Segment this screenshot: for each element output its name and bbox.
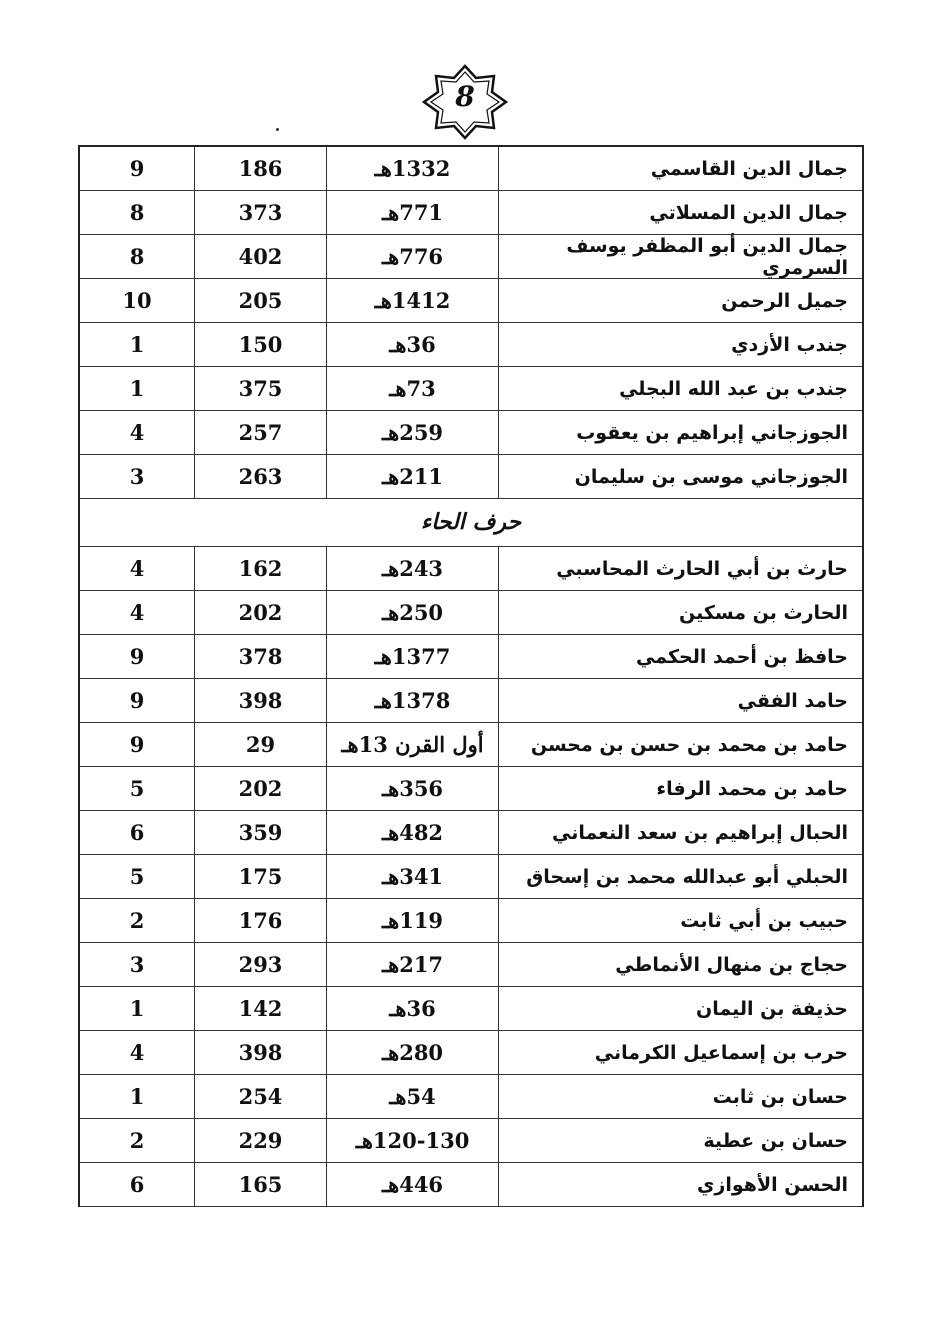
page-cell: 202 xyxy=(194,591,326,634)
page-cell: 150 xyxy=(194,323,326,366)
page-cell: 378 xyxy=(194,635,326,678)
page-cell: 229 xyxy=(194,1119,326,1162)
volume-cell: 1 xyxy=(129,996,145,1021)
page-number: 8 xyxy=(455,80,475,113)
rows-group-after xyxy=(80,547,862,1207)
table-row xyxy=(80,323,862,367)
name-cell: الحبال إبراهيم بن سعد النعماني xyxy=(498,811,862,854)
name-cell: جندب الأزدي xyxy=(498,323,862,366)
volume-cell: 10 xyxy=(122,288,152,313)
table-row xyxy=(80,591,862,635)
table-row xyxy=(80,191,862,235)
page-cell: 398 xyxy=(194,679,326,722)
name-cell: حافظ بن أحمد الحكمي xyxy=(498,635,862,678)
table-row xyxy=(80,147,862,191)
death-date-cell: 482هـ xyxy=(326,811,498,854)
death-date-cell: أول القرن 13هـ xyxy=(326,723,498,766)
volume-cell: 9 xyxy=(129,156,145,181)
name-cell: حجاج بن منهال الأنماطي xyxy=(498,943,862,986)
death-date-cell: 259هـ xyxy=(326,411,498,454)
name-cell: حسان بن عطية xyxy=(498,1119,862,1162)
page-cell: 375 xyxy=(194,367,326,410)
name-cell: الحارث بن مسكين xyxy=(498,591,862,634)
name-cell: جندب بن عبد الله البجلي xyxy=(498,367,862,410)
table-row xyxy=(80,899,862,943)
death-date-cell: 1377هـ xyxy=(326,635,498,678)
table-row xyxy=(80,367,862,411)
table-row xyxy=(80,1075,862,1119)
death-date-cell: 280هـ xyxy=(326,1031,498,1074)
page-cell: 373 xyxy=(194,191,326,234)
name-cell: الحسن الأهوازي xyxy=(498,1163,862,1206)
page-cell: 205 xyxy=(194,279,326,322)
table-row xyxy=(80,723,862,767)
death-date-cell: 217هـ xyxy=(326,943,498,986)
table-row xyxy=(80,679,862,723)
table-row xyxy=(80,987,862,1031)
death-date-cell: 36هـ xyxy=(326,987,498,1030)
name-cell: جميل الرحمن xyxy=(498,279,862,322)
page-cell: 257 xyxy=(194,411,326,454)
death-date-cell: 771هـ xyxy=(326,191,498,234)
volume-cell: 4 xyxy=(129,556,145,581)
speck xyxy=(276,128,279,131)
volume-cell: 3 xyxy=(129,952,145,977)
death-date-cell: 211هـ xyxy=(326,455,498,498)
name-cell: الحبلي أبو عبدالله محمد بن إسحاق xyxy=(498,855,862,898)
volume-cell: 8 xyxy=(129,244,145,269)
page-cell: 142 xyxy=(194,987,326,1030)
page-cell: 254 xyxy=(194,1075,326,1118)
table-row xyxy=(80,547,862,591)
name-cell: حامد الفقي xyxy=(498,679,862,722)
page-cell: 165 xyxy=(194,1163,326,1206)
death-date-cell: 54هـ xyxy=(326,1075,498,1118)
volume-cell: 1 xyxy=(129,376,145,401)
page-cell: 176 xyxy=(194,899,326,942)
page-cell: 186 xyxy=(194,147,326,190)
table-row xyxy=(80,767,862,811)
table-row xyxy=(80,1031,862,1075)
death-date-cell: 243هـ xyxy=(326,547,498,590)
volume-cell: 6 xyxy=(129,1172,145,1197)
volume-cell: 4 xyxy=(129,600,145,625)
death-date-cell: 341هـ xyxy=(326,855,498,898)
death-date-cell: 250هـ xyxy=(326,591,498,634)
page-cell: 263 xyxy=(194,455,326,498)
index-table xyxy=(78,145,864,1207)
table-row xyxy=(80,411,862,455)
death-date-cell: 120-130هـ xyxy=(326,1119,498,1162)
table-row xyxy=(80,811,862,855)
section-header-row xyxy=(80,499,862,547)
death-date-cell: 776هـ xyxy=(326,235,498,278)
name-cell: حامد بن محمد الرفاء xyxy=(498,767,862,810)
volume-cell: 1 xyxy=(129,1084,145,1109)
rows-group-before xyxy=(80,147,862,499)
table-row xyxy=(80,455,862,499)
page-cell: 202 xyxy=(194,767,326,810)
table-row xyxy=(80,635,862,679)
volume-cell: 9 xyxy=(129,732,145,757)
page-cell: 162 xyxy=(194,547,326,590)
volume-cell: 6 xyxy=(129,820,145,845)
table-row xyxy=(80,279,862,323)
table-row xyxy=(80,1163,862,1207)
table-row xyxy=(80,1119,862,1163)
page-cell: 29 xyxy=(194,723,326,766)
volume-cell: 9 xyxy=(129,688,145,713)
name-cell: حارث بن أبي الحارث المحاسبي xyxy=(498,547,862,590)
name-cell: جمال الدين أبو المظفر يوسف السرمري xyxy=(498,235,862,278)
table-row xyxy=(80,943,862,987)
page-cell: 175 xyxy=(194,855,326,898)
death-date-cell: 1378هـ xyxy=(326,679,498,722)
name-cell: جمال الدين المسلاتي xyxy=(498,191,862,234)
name-cell: حذيفة بن اليمان xyxy=(498,987,862,1030)
volume-cell: 2 xyxy=(129,1128,145,1153)
volume-cell: 4 xyxy=(129,420,145,445)
page-cell: 359 xyxy=(194,811,326,854)
name-cell: حامد بن محمد بن حسن بن محسن xyxy=(498,723,862,766)
page-cell: 398 xyxy=(194,1031,326,1074)
volume-cell: 5 xyxy=(129,776,145,801)
volume-cell: 1 xyxy=(129,332,145,357)
death-date-cell: 36هـ xyxy=(326,323,498,366)
death-date-cell: 119هـ xyxy=(326,899,498,942)
volume-cell: 2 xyxy=(129,908,145,933)
section-title: حرف الحاء xyxy=(420,510,522,535)
death-date-cell: 1412هـ xyxy=(326,279,498,322)
volume-cell: 9 xyxy=(129,644,145,669)
volume-cell: 8 xyxy=(129,200,145,225)
name-cell: الجوزجاني إبراهيم بن يعقوب xyxy=(498,411,862,454)
death-date-cell: 1332هـ xyxy=(326,147,498,190)
volume-cell: 5 xyxy=(129,864,145,889)
page-cell: 293 xyxy=(194,943,326,986)
page-number-badge xyxy=(420,62,510,142)
name-cell: الجوزجاني موسى بن سليمان xyxy=(498,455,862,498)
death-date-cell: 356هـ xyxy=(326,767,498,810)
name-cell: جمال الدين القاسمي xyxy=(498,147,862,190)
death-date-cell: 446هـ xyxy=(326,1163,498,1206)
volume-cell: 3 xyxy=(129,464,145,489)
table-row xyxy=(80,855,862,899)
death-date-cell: 73هـ xyxy=(326,367,498,410)
name-cell: حرب بن إسماعيل الكرماني xyxy=(498,1031,862,1074)
name-cell: حسان بن ثابت xyxy=(498,1075,862,1118)
volume-cell: 4 xyxy=(129,1040,145,1065)
page-cell: 402 xyxy=(194,235,326,278)
name-cell: حبيب بن أبي ثابت xyxy=(498,899,862,942)
table-row xyxy=(80,235,862,279)
